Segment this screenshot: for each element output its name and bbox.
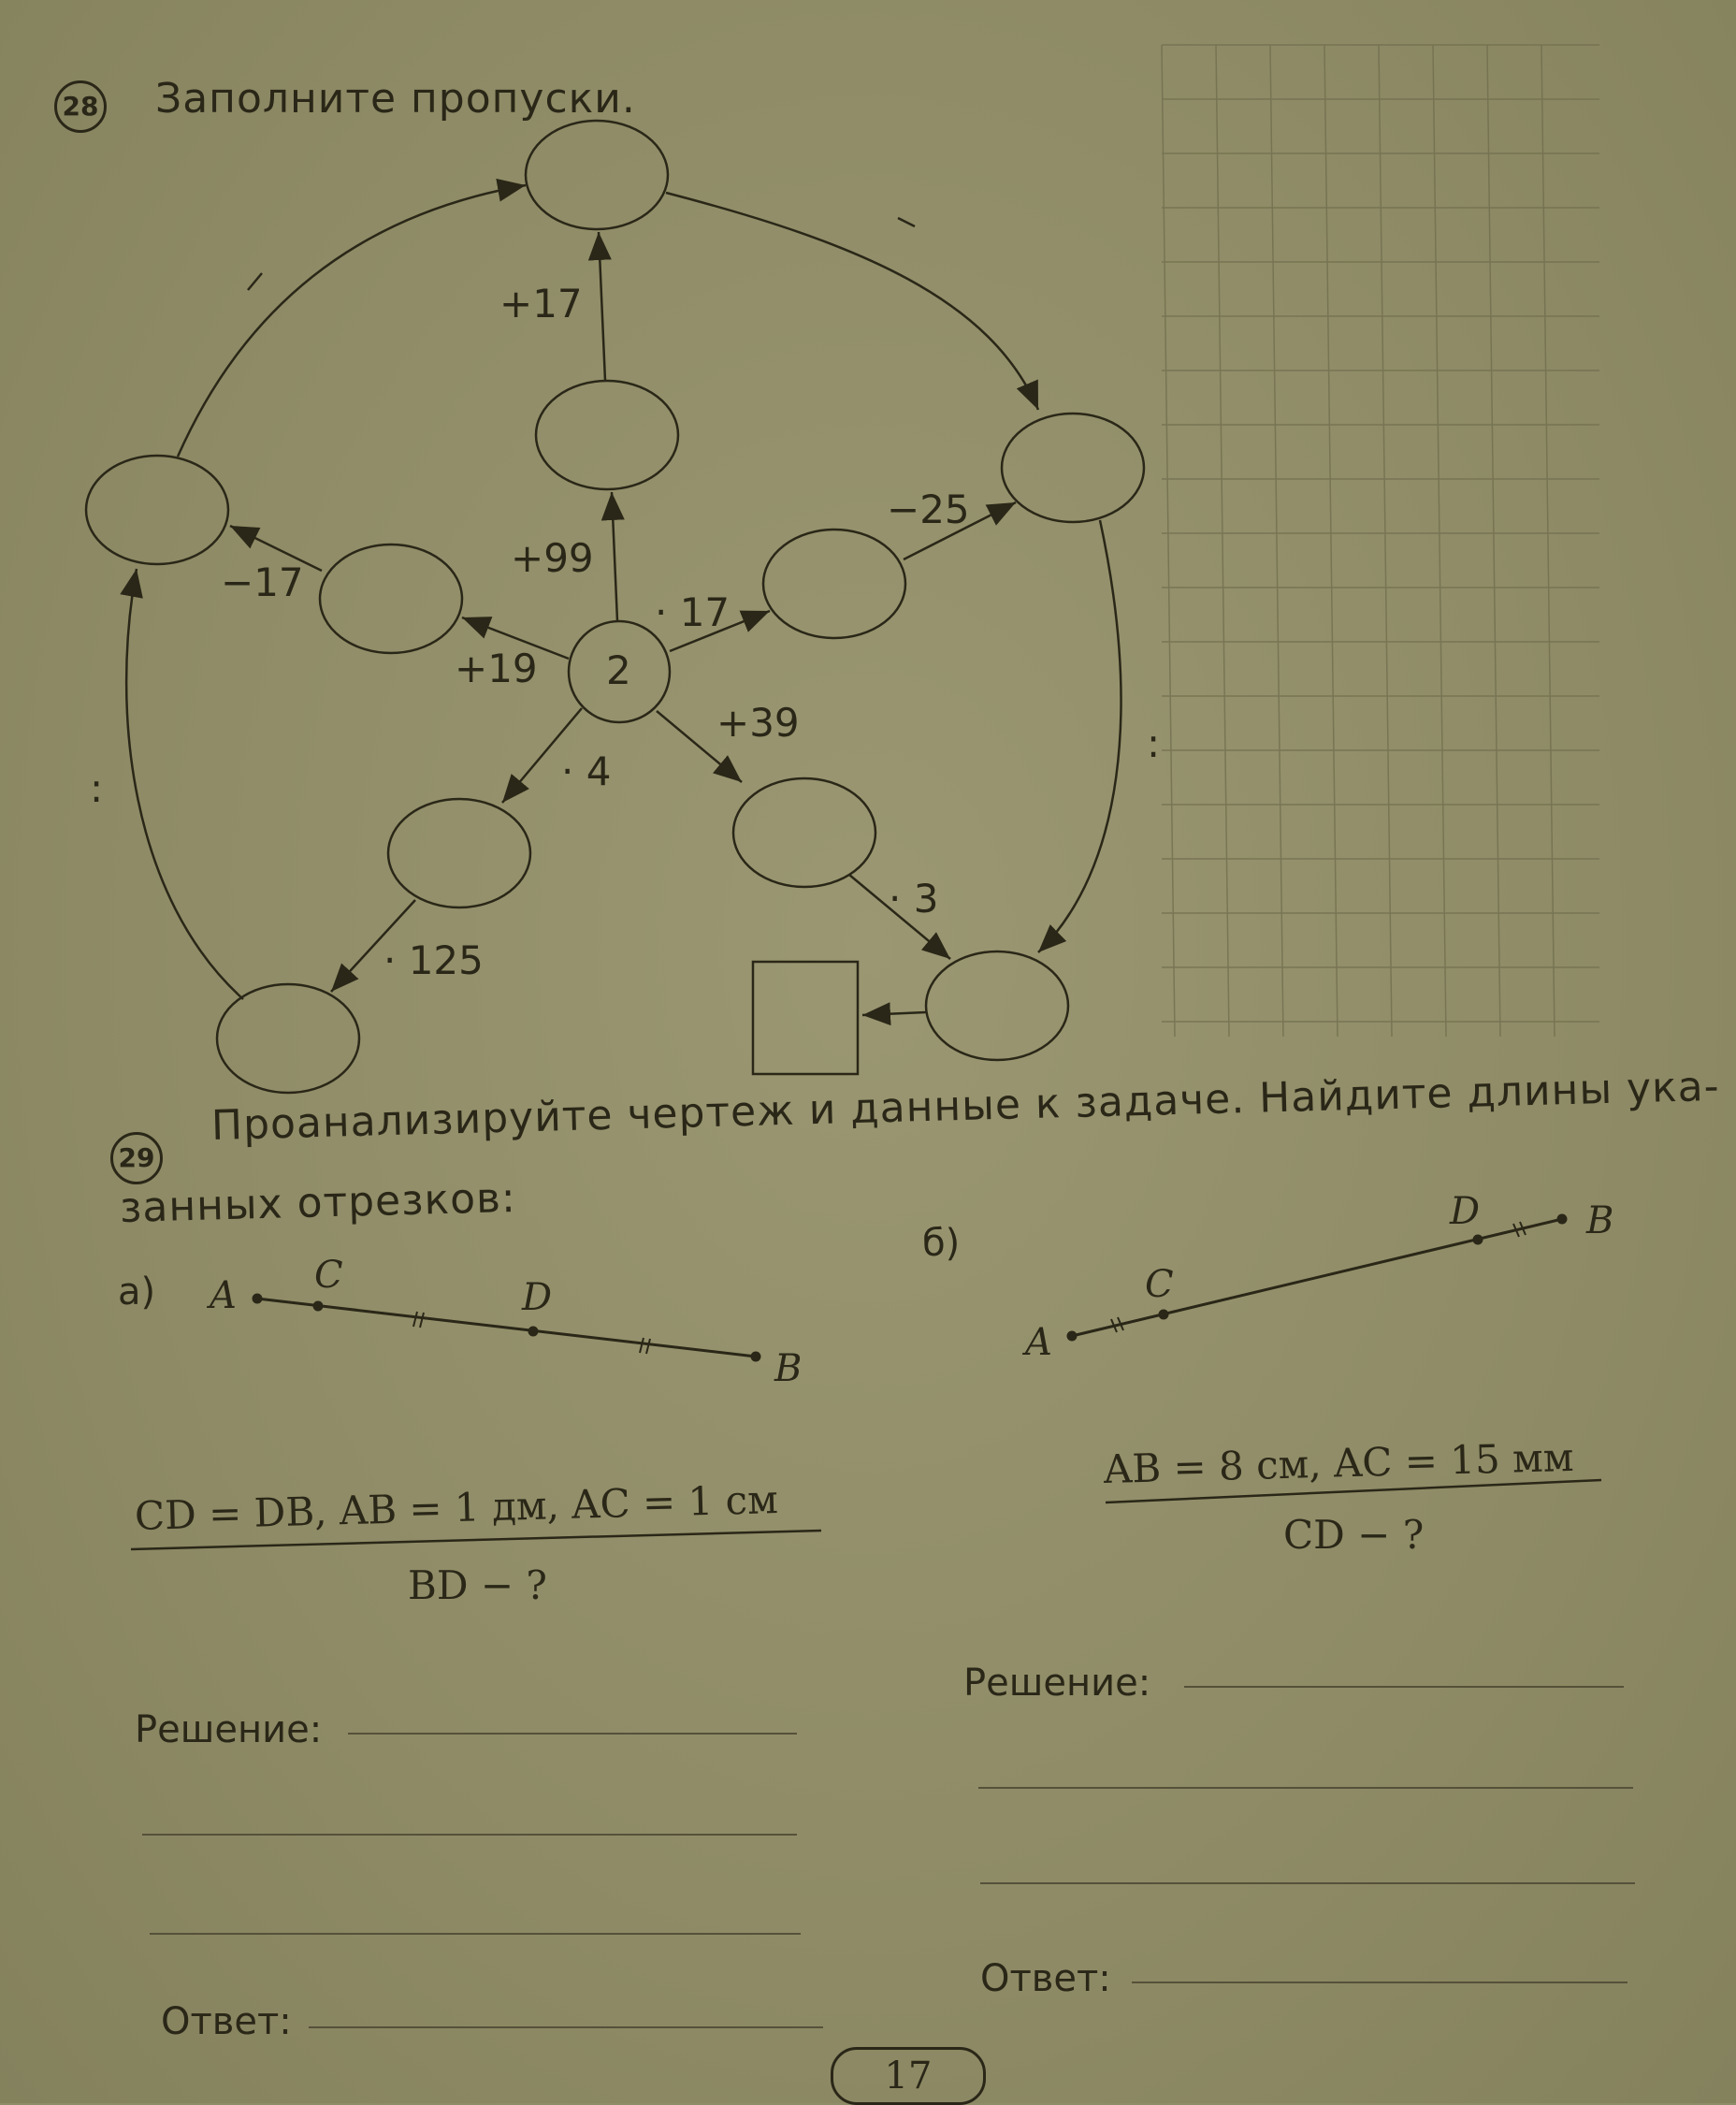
task28-number-badge: 28	[54, 80, 107, 133]
part-b-solution-label: Решение:	[963, 1662, 1151, 1705]
task29-title-line1: Проанализируйте чертеж и данные к задаче. Найдите длины ука-	[210, 1062, 1721, 1150]
part-a-find: BD − ?	[408, 1562, 547, 1608]
task29-title-line2: занных отрезков:	[119, 1173, 517, 1232]
part-b-solution-line-3[interactable]	[980, 1882, 1635, 1884]
part-a-point-D: D	[522, 1276, 553, 1319]
op-left-outer: −17	[221, 559, 304, 605]
task29-number-badge: 29	[110, 1132, 163, 1184]
op-downleft-outer: · 125	[383, 937, 484, 983]
part-a-point-C: C	[314, 1254, 343, 1297]
part-b-find: CD − ?	[1283, 1512, 1425, 1558]
part-a-point-A: A	[210, 1274, 237, 1317]
op-up: +99	[511, 535, 594, 581]
part-b-answer-label: Ответ:	[980, 1957, 1111, 2000]
op-downleft: · 4	[561, 748, 612, 794]
page-number: 17	[831, 2047, 986, 2105]
op-up-top: +17	[499, 281, 583, 327]
op-downright: +39	[716, 700, 800, 746]
part-b-solution-line-2[interactable]	[978, 1787, 1633, 1789]
part-a-given: CD = DB, AB = 1 дм, AC = 1 см	[134, 1475, 779, 1539]
center-value: 2	[606, 647, 631, 693]
side-mark-left: :	[90, 765, 104, 811]
part-b-point-B: B	[1586, 1199, 1614, 1242]
segment-a-AB	[257, 1299, 756, 1357]
part-b-solution-line-1[interactable]	[1184, 1686, 1624, 1688]
part-a-answer-line[interactable]	[309, 2026, 823, 2028]
part-b-point-A: A	[1025, 1321, 1052, 1364]
op-left: +19	[455, 646, 538, 691]
part-a-solution-line-1[interactable]	[348, 1733, 797, 1735]
op-right: · 17	[655, 589, 731, 635]
part-a-solution-line-3[interactable]	[150, 1933, 801, 1935]
part-b-given: AB = 8 см, AC = 15 мм	[1103, 1433, 1575, 1492]
part-b-label: б)	[922, 1222, 961, 1265]
task28-title: Заполните пропуски.	[155, 75, 636, 123]
part-b-point-D: D	[1450, 1190, 1481, 1233]
part-a-solution-line-2[interactable]	[142, 1834, 797, 1836]
part-b-answer-line[interactable]	[1132, 1982, 1628, 1983]
op-downright-outer: · 3	[889, 876, 939, 922]
part-a-label: а)	[118, 1270, 156, 1314]
side-mark-right: :	[1147, 720, 1161, 766]
op-right-outer: −25	[887, 486, 970, 532]
part-a-answer-label: Ответ:	[161, 2000, 292, 2043]
part-a-point-B: B	[774, 1347, 803, 1390]
part-b-point-C: C	[1145, 1263, 1174, 1306]
part-a-solution-label: Решение:	[135, 1708, 323, 1751]
